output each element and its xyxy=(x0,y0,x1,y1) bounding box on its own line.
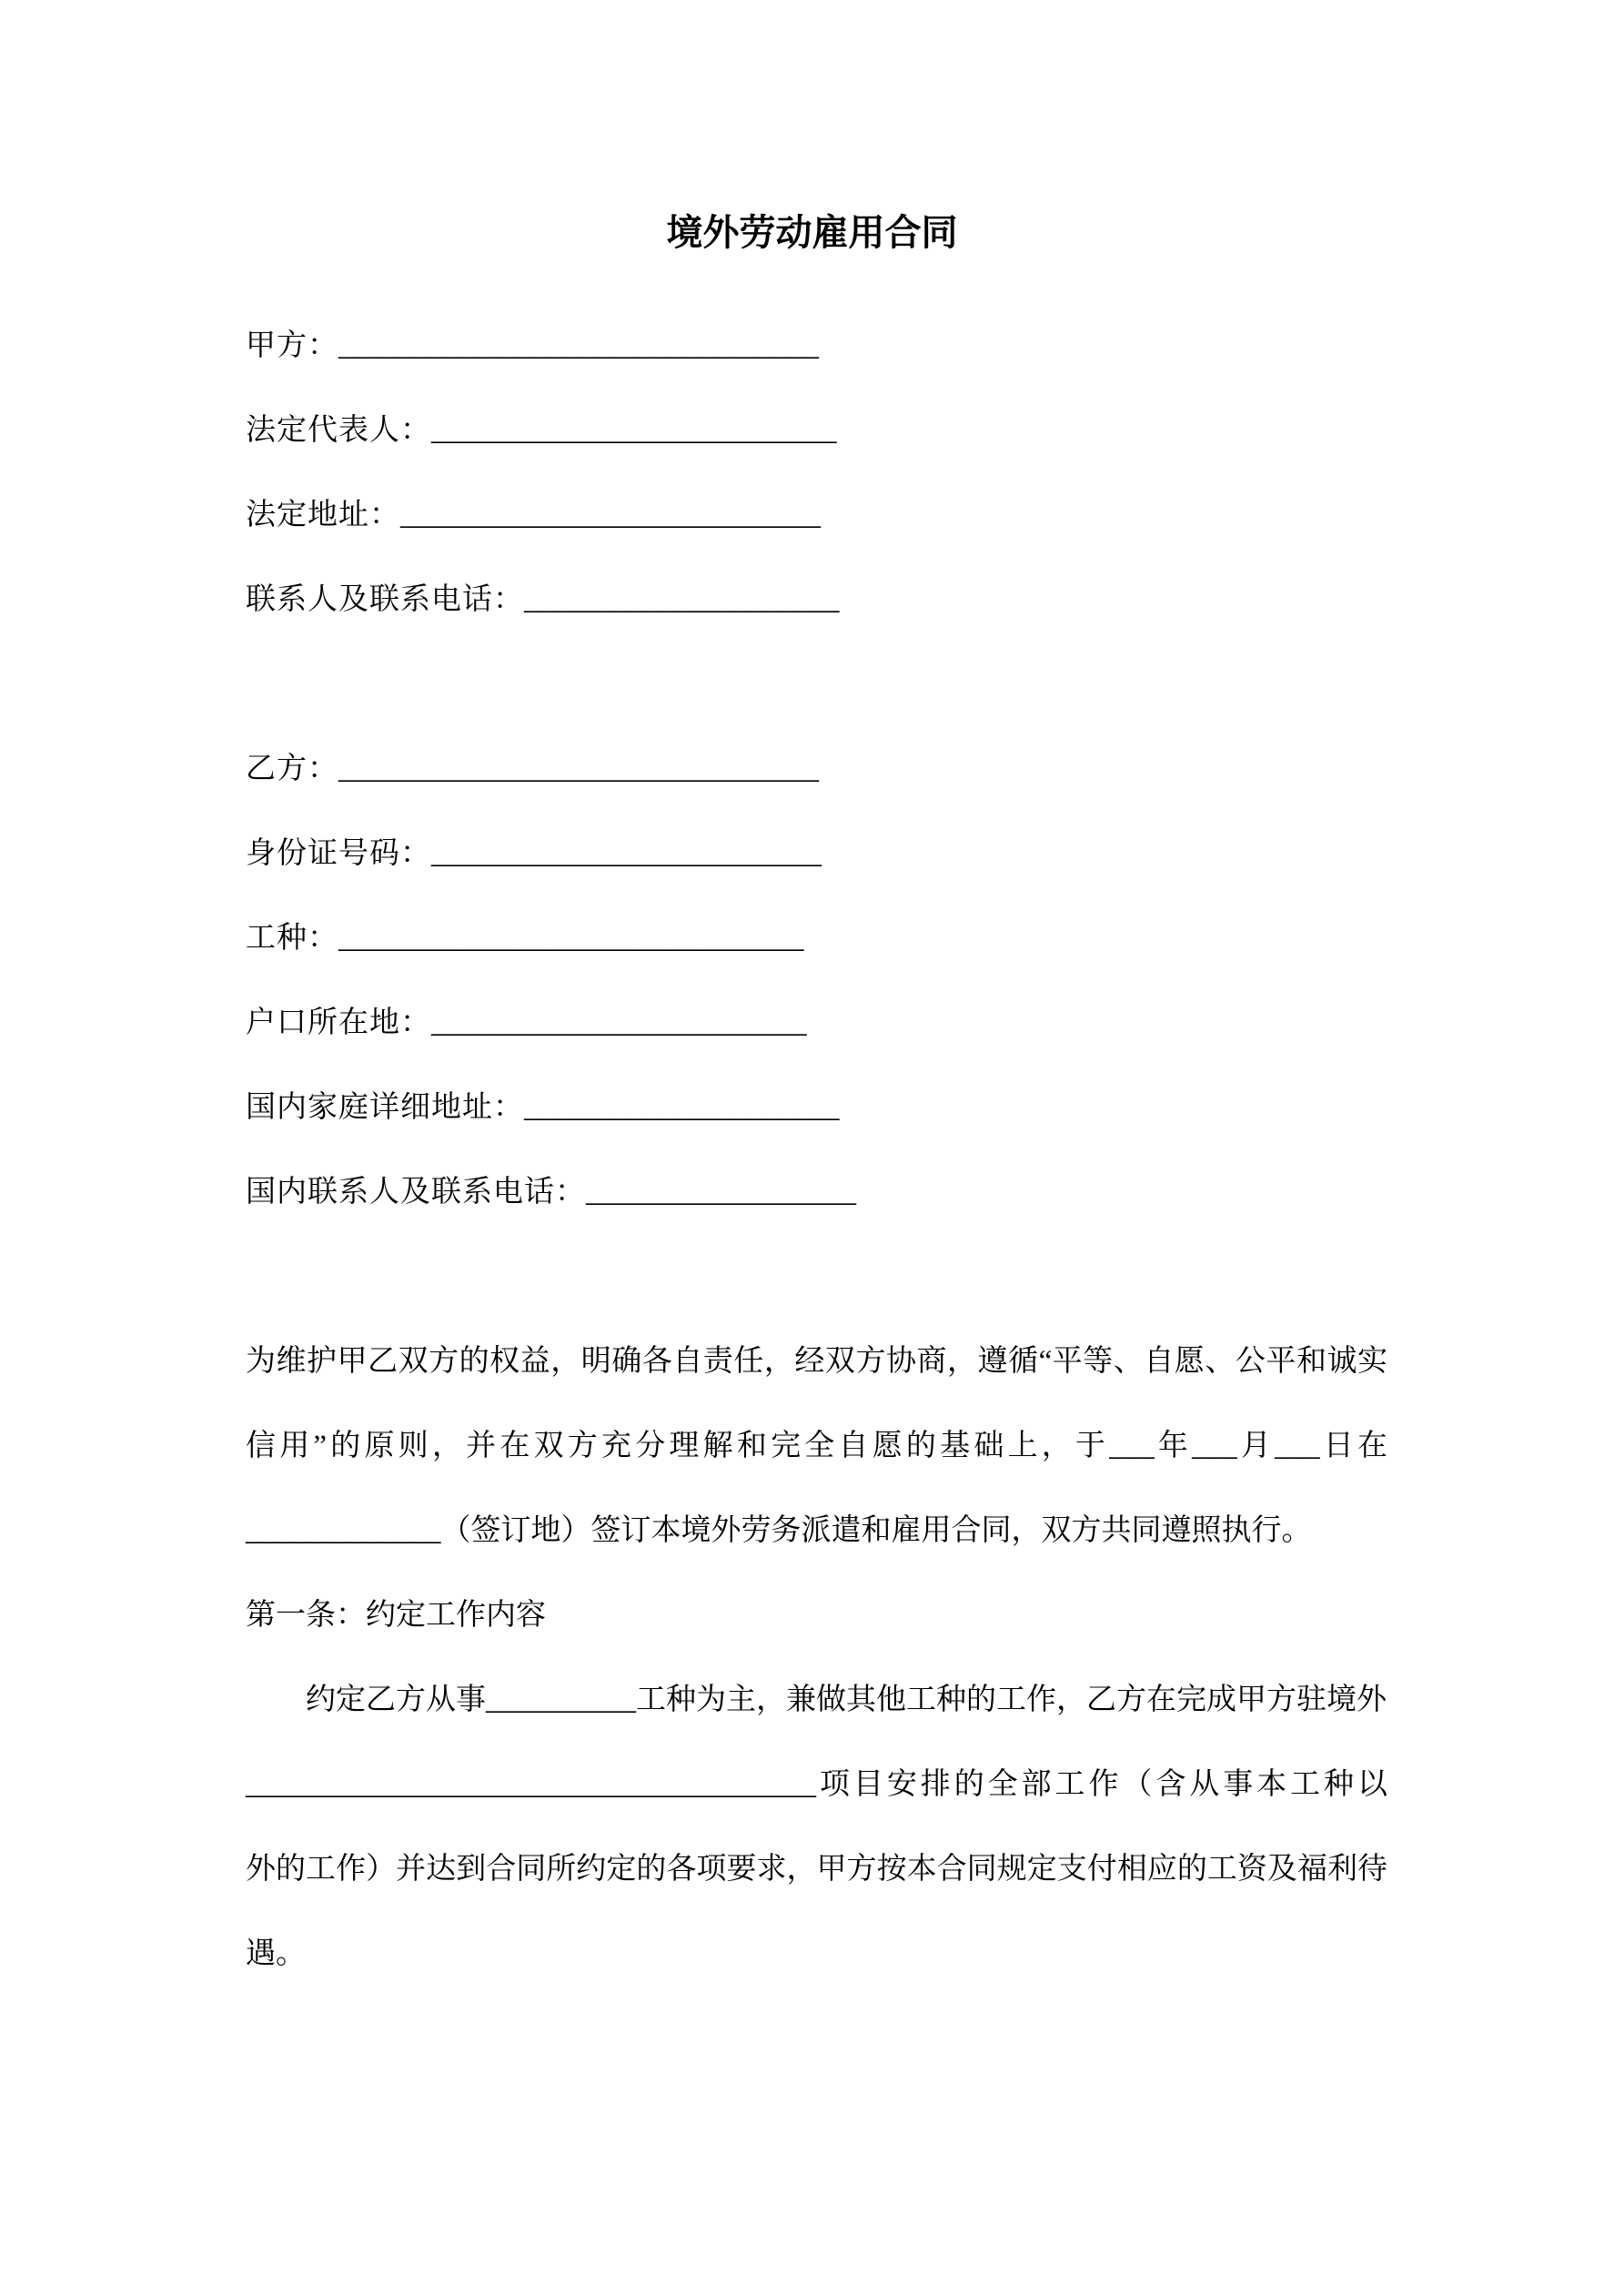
domestic-address-label: 国内家庭详细地址： xyxy=(246,1091,524,1124)
job-type-label: 工种： xyxy=(246,922,338,955)
legal-representative-row xyxy=(246,389,1387,473)
contact-phone-label: 联系人及联系电话： xyxy=(246,583,524,616)
job-type-row xyxy=(246,896,1387,981)
article-1-line: 约定乙方从事__________工种为主，兼做其他工种的工作，乙方在完成甲方驻境外 xyxy=(306,1684,1387,1716)
document-body xyxy=(0,304,1624,1997)
party-a-label: 甲方： xyxy=(246,329,338,362)
legal-representative-label: 法定代表人： xyxy=(246,414,431,447)
party-b-section xyxy=(246,727,1387,1235)
domestic-address-row xyxy=(246,1066,1387,1150)
article-1-line: 遇。 xyxy=(246,1937,306,1970)
party-b-label: 乙方： xyxy=(246,753,338,785)
section-gap xyxy=(246,1235,1387,1320)
party-a-row xyxy=(246,304,1387,389)
id-number-label: 身份证号码： xyxy=(246,837,431,870)
document-title: 境外劳动雇用合同 xyxy=(666,212,958,253)
party-b-row xyxy=(246,727,1387,812)
domestic-contact-row xyxy=(246,1150,1387,1235)
legal-address-label: 法定地址： xyxy=(246,499,400,531)
preamble-line: _____________（签订地）签订本境外劳务派遣和雇用合同，双方共同遵照执行。 xyxy=(246,1514,1312,1547)
party-a-blank[interactable]: ________________________________ xyxy=(338,329,819,362)
contact-phone-row xyxy=(246,558,1387,642)
party-a-section xyxy=(246,304,1387,642)
article-1-line: ______________________________________项目安排的全部工作（含从事本工种以 xyxy=(246,1768,1387,1801)
legal-representative-blank[interactable]: ___________________________ xyxy=(431,414,837,447)
preamble-line: 为维护甲乙双方的权益，明确各自责任，经双方协商，遵循“平等、自愿、公平和诚实 xyxy=(246,1345,1387,1378)
article-1-section xyxy=(246,1573,1387,1997)
party-b-blank[interactable]: ________________________________ xyxy=(338,753,819,785)
article-1-line: 外的工作）并达到合同所约定的各项要求，甲方按本合同规定支付相应的工资及福利待 xyxy=(246,1853,1387,1886)
preamble-line: 信用”的原则，并在双方充分理解和完全自愿的基础上，于___年___月___日在 xyxy=(246,1430,1387,1462)
domestic-contact-blank[interactable]: __________________ xyxy=(586,1176,856,1209)
id-number-blank[interactable]: __________________________ xyxy=(431,837,822,870)
household-registration-label: 户口所在地： xyxy=(246,1006,431,1039)
domestic-contact-label: 国内联系人及联系电话： xyxy=(246,1176,586,1209)
contact-phone-blank[interactable]: _____________________ xyxy=(524,583,840,616)
household-registration-blank[interactable]: _________________________ xyxy=(431,1006,807,1039)
domestic-address-blank[interactable]: _____________________ xyxy=(524,1091,840,1124)
household-registration-row xyxy=(246,981,1387,1066)
id-number-row xyxy=(246,812,1387,896)
legal-address-row xyxy=(246,473,1387,558)
section-gap xyxy=(246,642,1387,727)
job-type-blank[interactable]: _______________________________ xyxy=(338,922,804,955)
article-1-heading: 第一条：约定工作内容 xyxy=(246,1599,546,1632)
legal-address-blank[interactable]: ____________________________ xyxy=(400,499,821,531)
preamble-paragraph xyxy=(246,1320,1387,1573)
